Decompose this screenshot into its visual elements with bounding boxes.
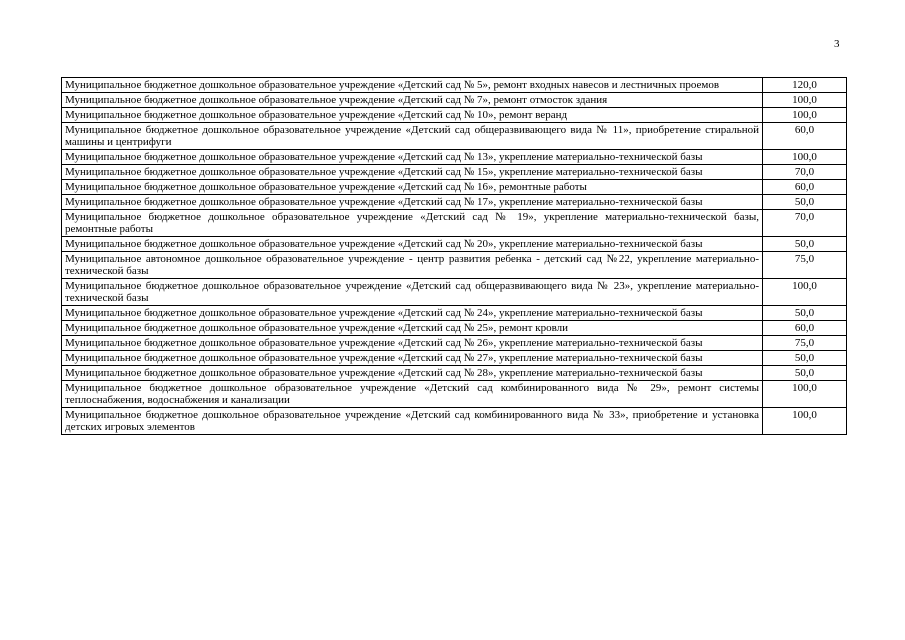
row-amount: 50,0 bbox=[763, 366, 847, 381]
row-description: Муниципальное бюджетное дошкольное образовательное учреждение «Детский сад комбинированного вида № 29», ремонт системы теплоснабжения, водоснабжения и канализации bbox=[62, 381, 763, 408]
row-amount: 75,0 bbox=[763, 336, 847, 351]
row-amount: 50,0 bbox=[763, 195, 847, 210]
row-description: Муниципальное бюджетное дошкольное образовательное учреждение «Детский сад № 25», ремонт кровли bbox=[62, 321, 763, 336]
table-row bbox=[62, 210, 847, 237]
row-amount: 50,0 bbox=[763, 237, 847, 252]
table-row bbox=[62, 321, 847, 336]
row-amount: 100,0 bbox=[763, 93, 847, 108]
row-description: Муниципальное бюджетное дошкольное образовательное учреждение «Детский сад № 17», укрепление материально-технической базы bbox=[62, 195, 763, 210]
row-description: Муниципальное бюджетное дошкольное образовательное учреждение «Детский сад общеразвивающего вида № 23», укрепление материально-технической базы bbox=[62, 279, 763, 306]
row-amount: 100,0 bbox=[763, 150, 847, 165]
row-amount: 70,0 bbox=[763, 165, 847, 180]
table-row bbox=[62, 306, 847, 321]
table-row bbox=[62, 150, 847, 165]
row-description: Муниципальное автономное дошкольное образовательное учреждение - центр развития ребенка - детский сад №22, укрепление материально-технической базы bbox=[62, 252, 763, 279]
row-amount: 75,0 bbox=[763, 252, 847, 279]
row-description: Муниципальное бюджетное дошкольное образовательное учреждение «Детский сад № 24», укрепление материально-технической базы bbox=[62, 306, 763, 321]
table-row bbox=[62, 279, 847, 306]
table-row bbox=[62, 408, 847, 435]
table-row bbox=[62, 180, 847, 195]
table-row bbox=[62, 108, 847, 123]
row-description: Муниципальное бюджетное дошкольное образовательное учреждение «Детский сад № 15», укрепление материально-технической базы bbox=[62, 165, 763, 180]
table-row bbox=[62, 351, 847, 366]
row-amount: 100,0 bbox=[763, 279, 847, 306]
table-row bbox=[62, 336, 847, 351]
row-amount: 120,0 bbox=[763, 78, 847, 93]
row-description: Муниципальное бюджетное дошкольное образовательное учреждение «Детский сад № 5», ремонт входных навесов и лестничных проемов bbox=[62, 78, 763, 93]
row-description: Муниципальное бюджетное дошкольное образовательное учреждение «Детский сад № 28», укрепление материально-технической базы bbox=[62, 366, 763, 381]
row-description: Муниципальное бюджетное дошкольное образовательное учреждение «Детский сад общеразвивающего вида № 11», приобретение стиральной машины и центрифуги bbox=[62, 123, 763, 150]
row-amount: 60,0 bbox=[763, 123, 847, 150]
row-description: Муниципальное бюджетное дошкольное образовательное учреждение «Детский сад № 13», укрепление материально-технической базы bbox=[62, 150, 763, 165]
funding-table-body bbox=[62, 78, 847, 435]
table-row bbox=[62, 93, 847, 108]
row-amount: 100,0 bbox=[763, 408, 847, 435]
table-row bbox=[62, 381, 847, 408]
row-amount: 100,0 bbox=[763, 381, 847, 408]
table-row bbox=[62, 366, 847, 381]
funding-table bbox=[61, 77, 847, 435]
page-number: 3 bbox=[834, 38, 840, 50]
table-row bbox=[62, 78, 847, 93]
row-description: Муниципальное бюджетное дошкольное образовательное учреждение «Детский сад № 19», укрепление материально-технической базы, ремонтные работы bbox=[62, 210, 763, 237]
row-amount: 60,0 bbox=[763, 321, 847, 336]
table-row bbox=[62, 123, 847, 150]
row-description: Муниципальное бюджетное дошкольное образовательное учреждение «Детский сад № 7», ремонт отмосток здания bbox=[62, 93, 763, 108]
table-row bbox=[62, 237, 847, 252]
row-amount: 50,0 bbox=[763, 306, 847, 321]
row-description: Муниципальное бюджетное дошкольное образовательное учреждение «Детский сад № 20», укрепление материально-технической базы bbox=[62, 237, 763, 252]
row-description: Муниципальное бюджетное дошкольное образовательное учреждение «Детский сад № 26», укрепление материально-технической базы bbox=[62, 336, 763, 351]
row-amount: 60,0 bbox=[763, 180, 847, 195]
row-amount: 100,0 bbox=[763, 108, 847, 123]
row-description: Муниципальное бюджетное дошкольное образовательное учреждение «Детский сад № 10», ремонт веранд bbox=[62, 108, 763, 123]
row-amount: 50,0 bbox=[763, 351, 847, 366]
row-description: Муниципальное бюджетное дошкольное образовательное учреждение «Детский сад № 27», укрепление материально-технической базы bbox=[62, 351, 763, 366]
table-row bbox=[62, 252, 847, 279]
row-amount: 70,0 bbox=[763, 210, 847, 237]
table-row bbox=[62, 165, 847, 180]
row-description: Муниципальное бюджетное дошкольное образовательное учреждение «Детский сад № 16», ремонтные работы bbox=[62, 180, 763, 195]
table-row bbox=[62, 195, 847, 210]
row-description: Муниципальное бюджетное дошкольное образовательное учреждение «Детский сад комбинированного вида № 33», приобретение и установка детских игровых элементов bbox=[62, 408, 763, 435]
